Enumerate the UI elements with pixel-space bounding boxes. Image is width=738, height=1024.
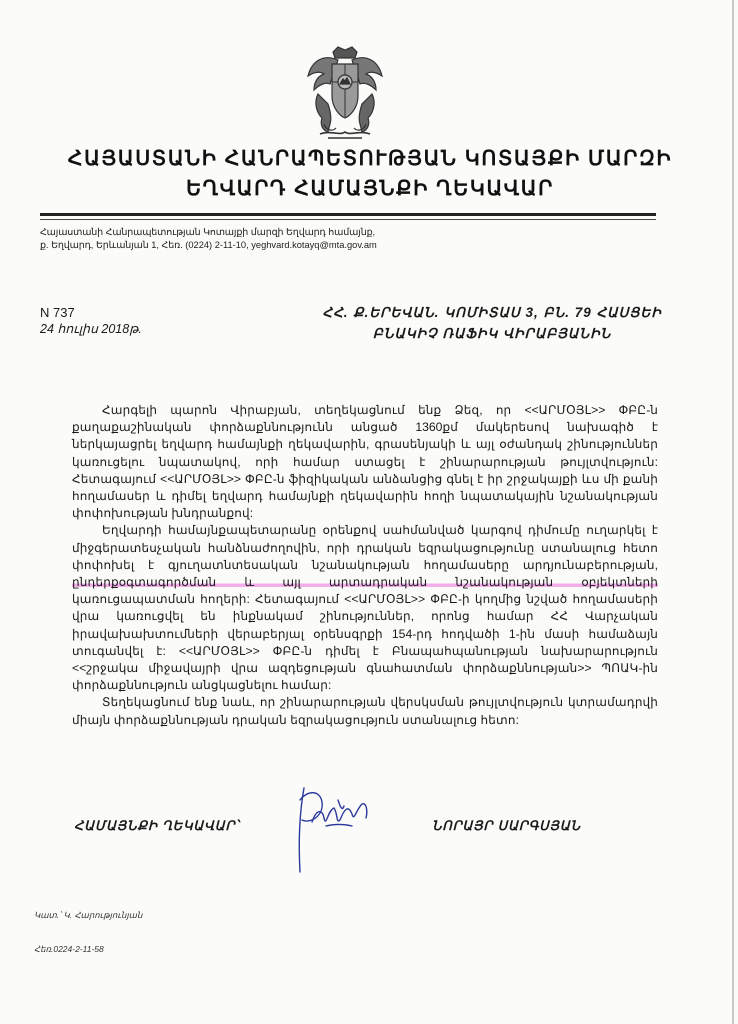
- recipient-address: ՀՀ. Ք.ԵՐԵՎԱՆ. ԿՈՄԻՏԱՍ 3, ԲՆ. 79 ՀԱՍՑԵԻ: [322, 305, 662, 320]
- address-line2: ք. Եղվարդ, Երևանյան 1, Հեռ. (0224) 2-11-10, yeghvard.kotayq@mta.gov.am: [40, 240, 377, 250]
- address-line1: Հայաստանի Հանրապետության Կոտայքի մարզի Եղվարդ համայնք,: [40, 227, 376, 237]
- phone-note: Հեռ.0224-2-11-58: [34, 944, 104, 954]
- scan-edge-line: [732, 0, 734, 1024]
- paragraph-2: [72, 522, 658, 694]
- letterhead-title-line2: ԵՂՎԱՐԴ ՀԱՄԱՅՆՔԻ ՂԵԿԱՎԱՐ: [186, 177, 554, 200]
- handwritten-signature-icon: [282, 780, 392, 880]
- signatory-name: ՆՈՐԱՅՐ ՍԱՐԳՍՅԱՆ: [432, 818, 581, 833]
- reference-date: 24 հուլիս 2018թ.: [40, 322, 142, 336]
- paragraph-3: Տեղեկացնում ենք նաև, որ շինարարության վերսկսման թույլտվություն կտրամադրվի միայն փորձաքննության դրական եզրակացություն ստանալուց հետո:: [72, 695, 658, 727]
- paragraph-1: Հարգելի պարոն Վիրաբյան, տեղեկացնում ենք Ձեզ, որ <<ԱՐՄՕՅԼ>> ՓԲԸ-ն քաղաքաշինական փորձաքննությունն անցած 1360քմ մակերեսով նախագիծ է ներկայացրել եղվարդ համայնքի ղեկավարին, գրասենյակի և այլ օժանդակ շինություններ կառուցելու նպատակով, որի համար ստացել է շինարարության թույլտվություն: Հետագայում <<ԱՐՄՕՅԼ>> ՓԲԸ-ն ֆիզիկական անձանցից գնել է իր շրջակայքի ևս մի քանի հողամասեր և դիմել եղվարդ համայնքի ղեկավարին հողի նպատակային նշանակության փոփոխության խնդրանքով:: [72, 403, 658, 521]
- letterhead-divider-thin: [40, 219, 656, 220]
- paragraph-2-end: կառուցապատման հողերի: Հետագայում <<ԱՐՄՕՅԼ>> ՓԲԸ-ի կողմից նշված հողամասերի վրա կառուցվել են ինքնակամ շինություններ, որոնց համար ՀՀ Վարչական իրավախախտումների վերաբերյալ օրենսգրքի 154-րդ հոդվածի 1-ին մասի համաձայն տուգանվել է: <<ԱՐՄՕՅԼ>> ՓԲԸ-ն դիմել է Բնապահպանության նախարարություն <<շրջակա միջավայրի վրա ազդեցության գնահատման փորձաքննության>> ՊՈԱԿ-ին փորձաքննություն անցկացնելու համար:: [72, 592, 658, 693]
- letterhead-divider: [40, 213, 656, 216]
- letter-body: [72, 402, 658, 729]
- highlighted-text: ընդերքօգտագործման և այլ արտադրական նշանակության օբյեկտների: [72, 575, 658, 590]
- coat-of-arms-icon: [300, 46, 390, 142]
- executor-note: Կատ.՝ Կ. Հարությունյան: [34, 910, 143, 920]
- letterhead-title-line1: ՀԱՅԱՍՏԱՆԻ ՀԱՆՐԱՊԵՏՈՒԹՅԱՆ ԿՈՏԱՅՔԻ ՄԱՐԶԻ: [67, 147, 673, 170]
- recipient-name: ԲՆԱԿԻՉ ՌԱՖԻԿ ՎԻՐԱԲՅԱՆԻՆ: [372, 326, 612, 341]
- signatory-title: ՀԱՄԱՅՆՔԻ ՂԵԿԱՎԱՐ՝: [74, 818, 240, 833]
- reference-number: N 737: [40, 305, 75, 320]
- paragraph-2-start: Եղվարդի համայնքապետարանը օրենքով սահմանված կարգով դիմումը ուղարկել է միջգերատեսչական հանձնաժողովին, որի դրական եզրակացությունը ստանալուց հետո փոփոխել է գյուղատնտեսական նշանակության հողամասերը արդյունաբերության,: [72, 523, 658, 572]
